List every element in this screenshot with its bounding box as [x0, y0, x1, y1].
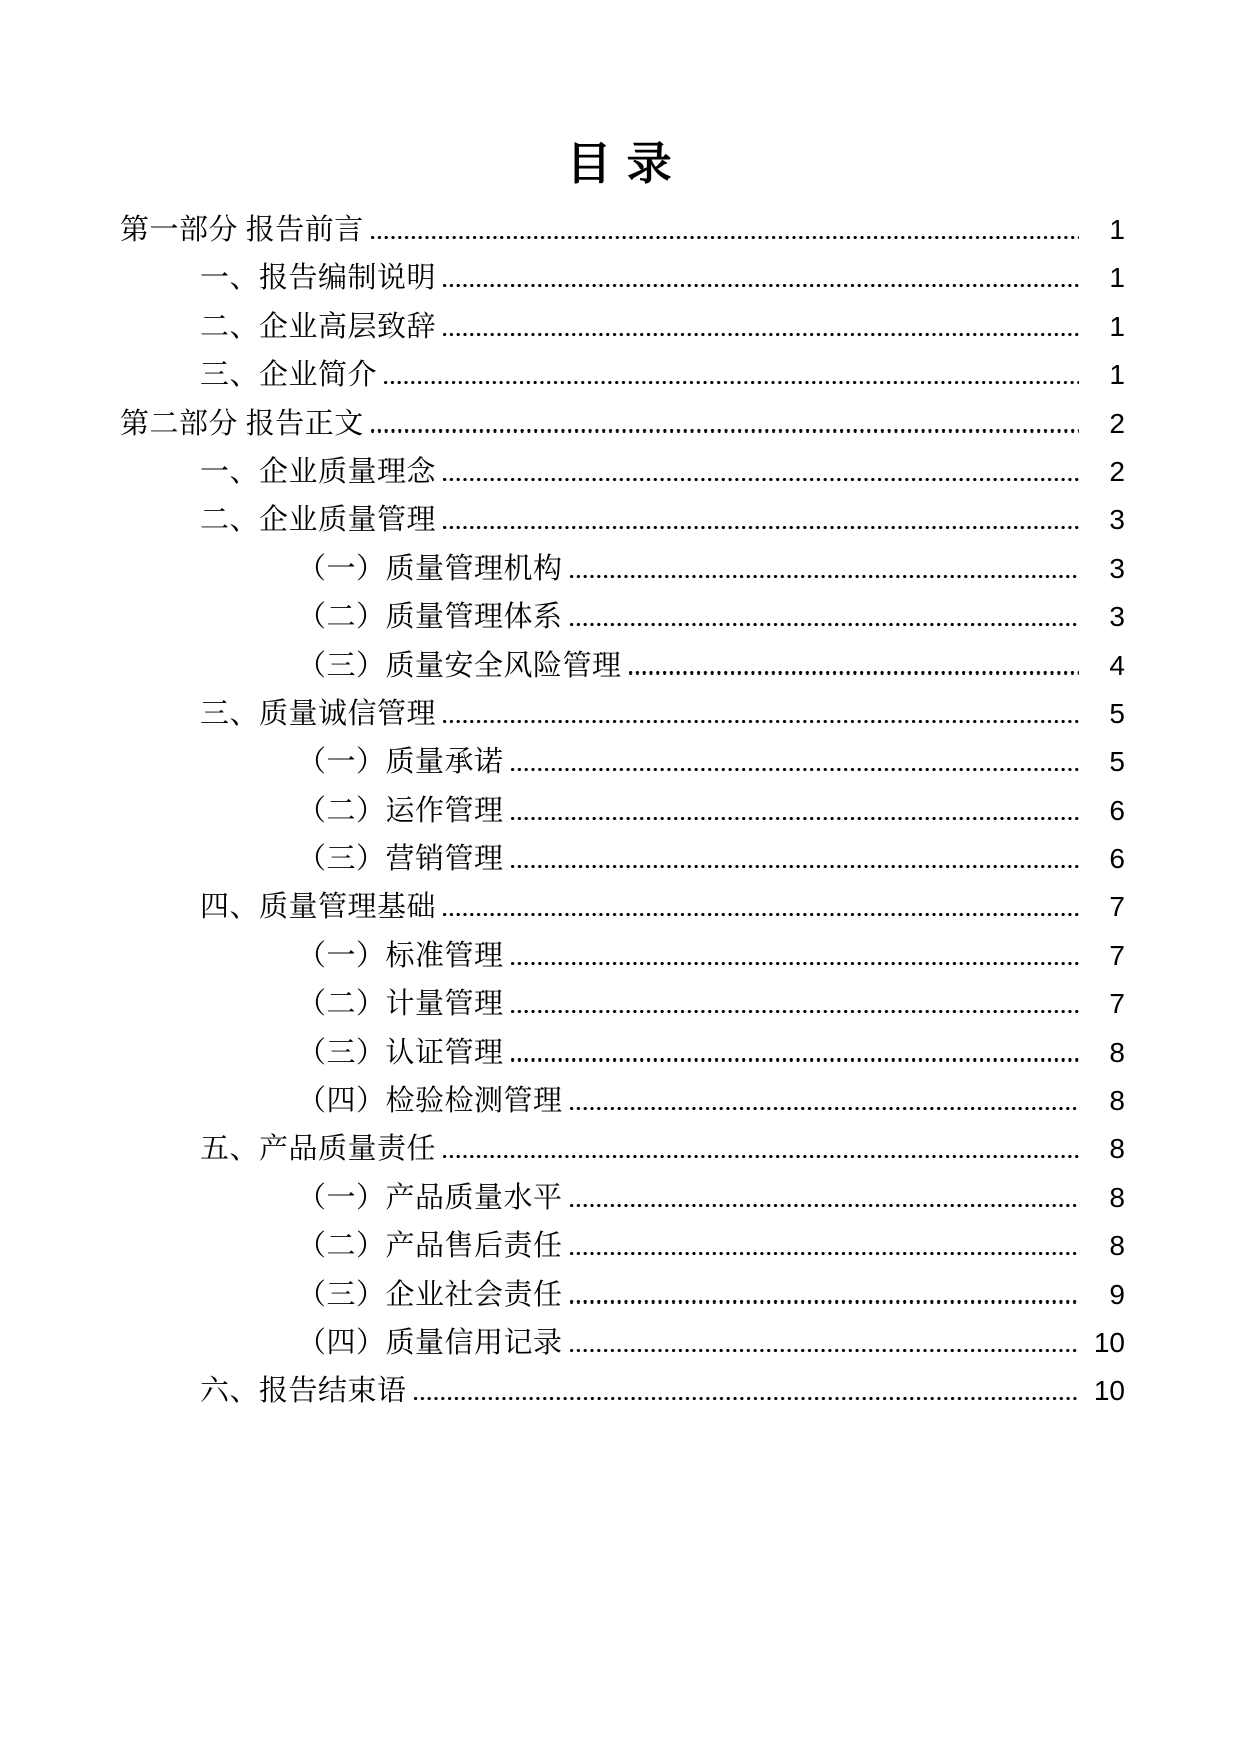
toc-entry-label: 五、产品质量责任 — [200, 1133, 437, 1166]
toc-entry[interactable] — [120, 787, 1125, 835]
toc-leader-dots — [511, 817, 1079, 820]
toc-entry[interactable] — [120, 738, 1125, 786]
toc-entry-label: 六、报告结束语 — [200, 1375, 407, 1408]
toc-entry[interactable] — [120, 303, 1125, 351]
toc-entry[interactable] — [120, 1029, 1125, 1077]
toc-entry-label: 第一部分 报告前言 — [120, 214, 364, 246]
toc-leader-dots — [570, 623, 1079, 626]
toc-entry-label: （一）质量管理机构 — [297, 552, 563, 585]
toc-leader-dots — [511, 1058, 1079, 1061]
toc-entry[interactable] — [120, 400, 1125, 448]
toc-entry-label: （四）检验检测管理 — [297, 1085, 563, 1118]
toc-leader-dots — [443, 720, 1079, 723]
toc-entry-label: （二）产品售后责任 — [297, 1230, 563, 1263]
toc-entry[interactable] — [120, 1271, 1125, 1319]
toc-entry-page-number: 1 — [1109, 359, 1125, 391]
toc-entry[interactable] — [120, 835, 1125, 883]
toc-entry[interactable] — [120, 545, 1125, 593]
toc-leader-dots — [570, 1107, 1079, 1110]
toc-entry-label: （二）运作管理 — [297, 794, 504, 827]
toc-entry[interactable] — [120, 1222, 1125, 1270]
toc-entry-page-number: 8 — [1109, 1036, 1125, 1068]
toc-entry-page-number: 1 — [1109, 262, 1125, 294]
toc-entry-label: （一）质量承诺 — [297, 746, 504, 779]
toc-entry[interactable] — [120, 980, 1125, 1028]
toc-entry[interactable] — [120, 351, 1125, 399]
toc-entry-page-number: 5 — [1109, 697, 1125, 729]
toc-entry[interactable] — [120, 254, 1125, 302]
toc-entry-page-number: 5 — [1109, 746, 1125, 778]
toc-entry-label: （三）企业社会责任 — [297, 1278, 563, 1311]
toc-entry-page-number: 8 — [1109, 1230, 1125, 1262]
toc-entry-page-number: 9 — [1109, 1278, 1125, 1310]
toc-leader-dots — [443, 284, 1079, 287]
toc-entry-label: 二、企业高层致辞 — [200, 310, 437, 343]
toc-leader-dots — [511, 1010, 1079, 1013]
toc-entry[interactable] — [120, 1174, 1125, 1222]
toc-leader-dots — [511, 962, 1079, 965]
toc-entry-label: 一、企业质量理念 — [200, 455, 437, 488]
toc-entry-label: （四）质量信用记录 — [297, 1326, 563, 1359]
toc-entry-label: （三）质量安全风险管理 — [297, 649, 622, 682]
toc-leader-dots — [570, 1349, 1079, 1352]
toc-leader-dots — [443, 526, 1079, 529]
toc-entry[interactable] — [120, 1125, 1125, 1173]
toc-title: 目 录 — [566, 139, 674, 189]
toc-leader-dots — [384, 381, 1079, 384]
toc-entry[interactable] — [120, 593, 1125, 641]
toc-entry-page-number: 7 — [1109, 939, 1125, 971]
toc-entry-page-number: 4 — [1109, 649, 1125, 681]
toc-leader-dots — [570, 1300, 1079, 1303]
toc-entry-page-number: 1 — [1109, 310, 1125, 342]
toc-entry-label: 三、质量诚信管理 — [200, 697, 437, 730]
toc-leader-dots — [443, 1155, 1079, 1158]
toc-entry-label: 二、企业质量管理 — [200, 504, 437, 537]
toc-entry[interactable] — [120, 642, 1125, 690]
toc-entry-page-number: 3 — [1109, 552, 1125, 584]
toc-entry-page-number: 8 — [1109, 1133, 1125, 1165]
toc-entry-page-number: 8 — [1109, 1181, 1125, 1213]
toc-leader-dots — [371, 236, 1079, 239]
toc-entry-page-number: 3 — [1109, 601, 1125, 633]
toc-entry[interactable] — [120, 496, 1125, 544]
toc-entry-label: （一）标准管理 — [297, 939, 504, 972]
toc-entry-label: （三）认证管理 — [297, 1036, 504, 1069]
toc-entry-label: 四、质量管理基础 — [200, 891, 437, 924]
toc-leader-dots — [511, 865, 1079, 868]
toc-entry[interactable] — [120, 1367, 1125, 1415]
toc-entry-page-number: 8 — [1109, 1085, 1125, 1117]
toc-entry-page-number: 7 — [1109, 988, 1125, 1020]
toc-entry-page-number: 7 — [1109, 891, 1125, 923]
toc-entry[interactable] — [120, 1077, 1125, 1125]
toc-entry-page-number: 2 — [1109, 407, 1125, 439]
toc-leader-dots — [371, 429, 1079, 432]
toc-entry-page-number: 1 — [1109, 214, 1125, 245]
toc-leader-dots — [414, 1397, 1079, 1400]
toc-entry-page-number: 6 — [1109, 843, 1125, 875]
toc-entry-page-number: 10 — [1093, 1375, 1125, 1407]
toc-entry-label: 三、企业简介 — [200, 359, 378, 392]
toc-entry-label: （二）质量管理体系 — [297, 601, 563, 634]
toc-entry[interactable] — [120, 1319, 1125, 1367]
toc-entry-label: （一）产品质量水平 — [297, 1181, 563, 1214]
toc-entry[interactable] — [120, 690, 1125, 738]
toc-leader-dots — [629, 671, 1079, 674]
toc-entry[interactable] — [120, 932, 1125, 980]
toc-entry-label: （二）计量管理 — [297, 988, 504, 1021]
toc-leader-dots — [511, 768, 1079, 771]
toc-entry[interactable] — [120, 206, 1125, 254]
toc-entry-page-number: 6 — [1109, 794, 1125, 826]
toc-entry-page-number: 2 — [1109, 455, 1125, 487]
toc-entry-page-number: 3 — [1109, 504, 1125, 536]
toc-entry-label: 第二部分 报告正文 — [120, 407, 364, 440]
toc-leader-dots — [443, 478, 1079, 481]
toc-entry[interactable] — [120, 883, 1125, 931]
toc-leader-dots — [443, 913, 1079, 916]
toc-entry-page-number: 10 — [1093, 1326, 1125, 1358]
toc-entry-label: （三）营销管理 — [297, 843, 504, 876]
toc-leader-dots — [443, 333, 1079, 336]
toc-leader-dots — [570, 575, 1079, 578]
toc-leader-dots — [570, 1252, 1079, 1255]
toc-leader-dots — [570, 1204, 1079, 1207]
toc-entry-label: 一、报告编制说明 — [200, 262, 437, 295]
toc-list — [120, 206, 1125, 1416]
toc-entry[interactable] — [120, 448, 1125, 496]
